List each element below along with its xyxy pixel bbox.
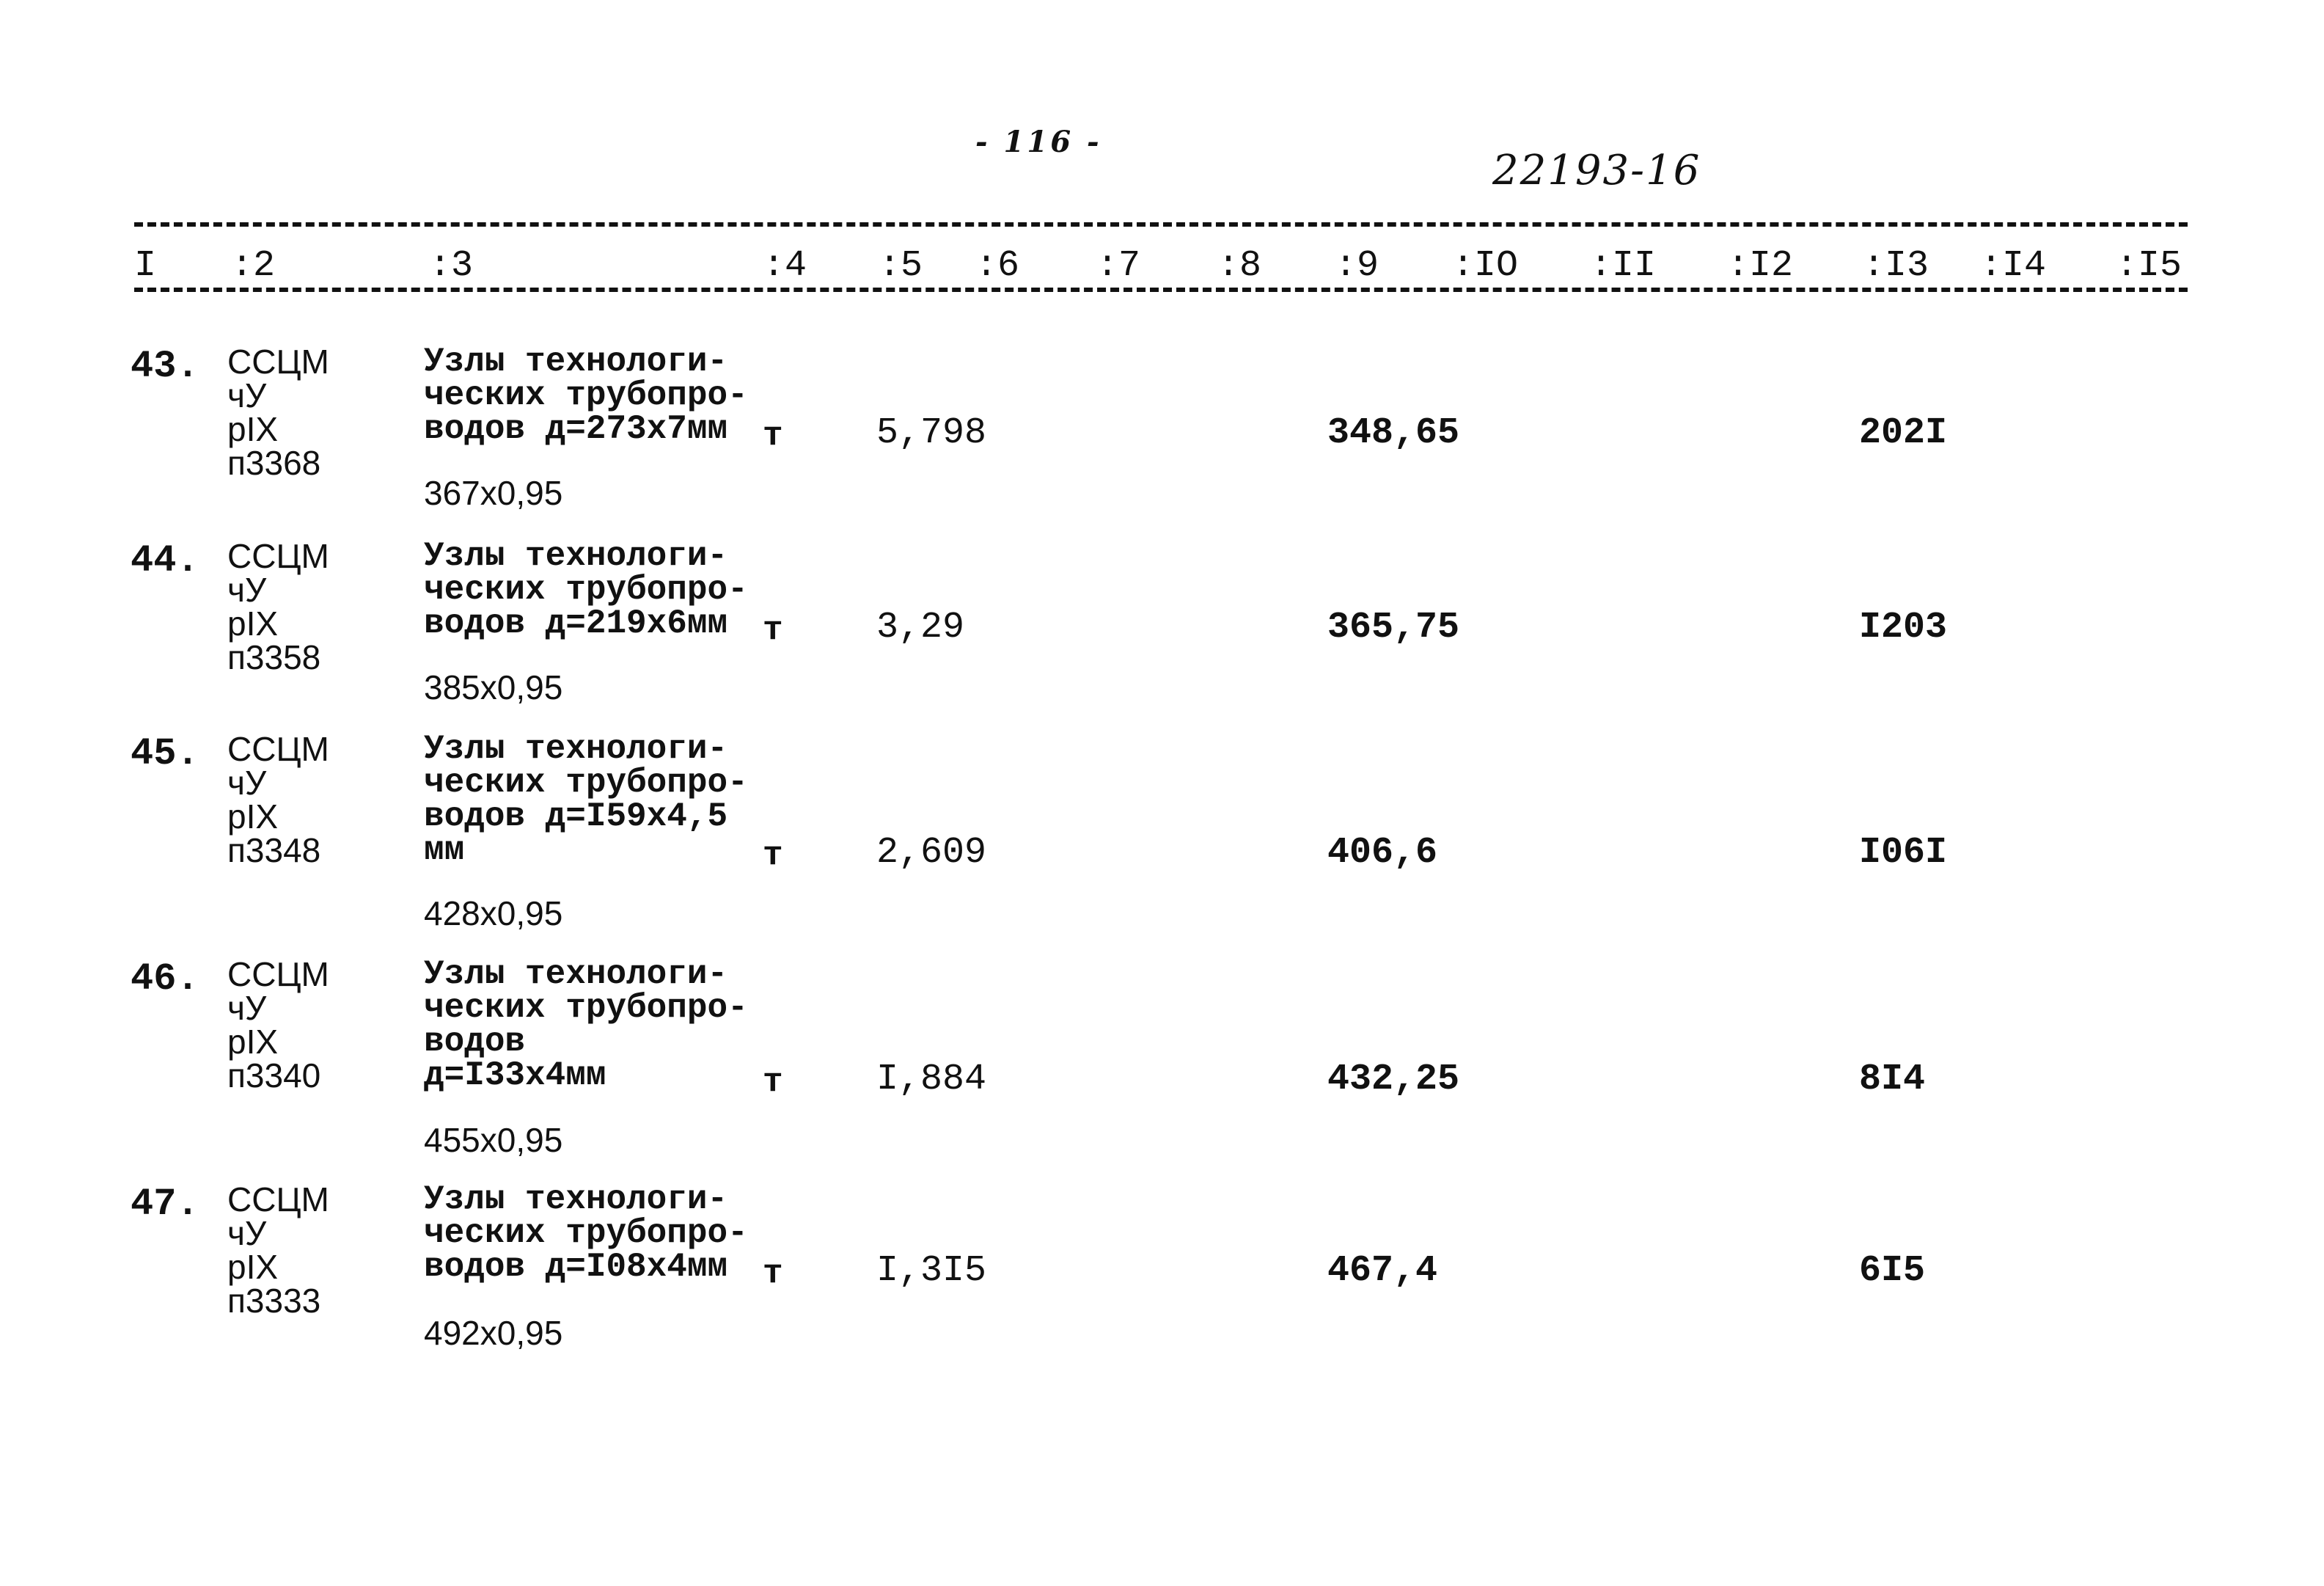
column-header-2: :2 (231, 245, 276, 287)
row-quantity: 2,609 (876, 832, 987, 874)
row-coefficient: 385х0,95 (424, 668, 563, 706)
row-coefficient: 428х0,95 (424, 894, 563, 932)
row-total: I203 (1859, 607, 1948, 648)
code-line: рIХ (227, 604, 279, 643)
code-line: чУ (227, 1214, 267, 1252)
row-total: 8I4 (1859, 1059, 1926, 1100)
row-total: I06I (1859, 832, 1948, 874)
column-header-12: :I2 (1727, 245, 1794, 287)
code-line: п3358 (227, 638, 321, 676)
row-unit: т (763, 1254, 783, 1293)
code-line: рIХ (227, 410, 279, 448)
description-line: ческих трубопро- (424, 1214, 748, 1252)
row-total: 202I (1859, 412, 1948, 454)
row-unit: т (763, 1063, 783, 1101)
table-top-rule (134, 222, 2188, 227)
description-line: Узлы технологи- (424, 955, 728, 993)
code-line: ССЦМ (227, 343, 329, 381)
code-line: рIХ (227, 1248, 279, 1286)
row-code (227, 955, 329, 1095)
table-header-rule (134, 288, 2188, 292)
row-description (424, 732, 748, 867)
column-header-4: :4 (763, 245, 807, 287)
code-line: чУ (227, 571, 267, 609)
description-line: д=I33х4мм (424, 1056, 606, 1095)
column-header-5: :5 (879, 245, 923, 287)
row-number: 43. (131, 345, 199, 388)
code-line: ССЦМ (227, 955, 329, 993)
description-line: ческих трубопро- (424, 764, 748, 802)
row-coefficient: 492х0,95 (424, 1314, 563, 1352)
description-line: ческих трубопро- (424, 571, 748, 609)
row-unit: т (763, 611, 783, 649)
column-header-8: :8 (1217, 245, 1262, 287)
column-header-11: :II (1590, 245, 1657, 287)
row-unit: т (763, 417, 783, 455)
code-line: рIХ (227, 797, 279, 836)
row-quantity: I,884 (876, 1059, 987, 1100)
code-line: ССЦМ (227, 1180, 329, 1218)
row-number: 45. (131, 732, 199, 775)
column-header-7: :7 (1096, 245, 1141, 287)
column-header-3: :3 (429, 245, 474, 287)
row-code (227, 345, 329, 480)
row-description (424, 345, 748, 446)
row-number: 46. (131, 957, 199, 1001)
code-line: рIХ (227, 1023, 279, 1061)
row-price: 432,25 (1327, 1059, 1460, 1100)
description-line: водов д=I59х4,5 (424, 797, 728, 836)
code-line: п3333 (227, 1282, 321, 1320)
code-line: п3368 (227, 444, 321, 482)
row-quantity: 5,798 (876, 412, 987, 454)
row-quantity: 3,29 (876, 607, 965, 648)
row-price: 467,4 (1327, 1250, 1438, 1292)
row-code (227, 1180, 329, 1320)
row-coefficient: 367х0,95 (424, 474, 563, 512)
row-price: 406,6 (1327, 832, 1438, 874)
description-line: водов д=273х7мм (424, 410, 728, 448)
column-header-13: :I3 (1863, 245, 1929, 287)
description-line: Узлы технологи- (424, 1180, 728, 1218)
row-number: 47. (131, 1183, 199, 1226)
description-line: водов (424, 1023, 526, 1061)
row-code (227, 539, 329, 674)
row-unit: т (763, 836, 783, 874)
row-code (227, 732, 329, 867)
code-line: чУ (227, 764, 267, 802)
code-line: ССЦМ (227, 537, 329, 575)
document-code: 22193-16 (1492, 147, 1701, 194)
description-line: Узлы технологи- (424, 343, 728, 381)
description-line: водов д=219х6мм (424, 604, 728, 643)
row-price: 365,75 (1327, 607, 1460, 648)
code-line: п3348 (227, 831, 321, 869)
row-description (424, 1180, 748, 1286)
row-price: 348,65 (1327, 412, 1460, 454)
description-line: водов д=I08х4мм (424, 1248, 728, 1286)
description-line: ческих трубопро- (424, 376, 748, 414)
description-line: Узлы технологи- (424, 730, 728, 768)
column-header-6: :6 (975, 245, 1020, 287)
row-coefficient: 455х0,95 (424, 1121, 563, 1159)
row-quantity: I,3I5 (876, 1250, 987, 1292)
row-total: 6I5 (1859, 1250, 1926, 1292)
description-line: мм (424, 831, 465, 869)
code-line: п3340 (227, 1056, 321, 1095)
column-header-9: :9 (1335, 245, 1379, 287)
page-number: - 116 - (975, 125, 1102, 159)
code-line: чУ (227, 376, 267, 414)
description-line: ческих трубопро- (424, 989, 748, 1027)
description-line: Узлы технологи- (424, 537, 728, 575)
column-header-1: I (134, 245, 157, 287)
row-description (424, 537, 748, 643)
column-header-14: :I4 (1980, 245, 2047, 287)
row-number: 44. (131, 539, 199, 582)
code-line: чУ (227, 989, 267, 1027)
row-description (424, 955, 748, 1095)
column-header-15: :I5 (2116, 245, 2182, 287)
column-header-10: :IO (1452, 245, 1519, 287)
code-line: ССЦМ (227, 730, 329, 768)
